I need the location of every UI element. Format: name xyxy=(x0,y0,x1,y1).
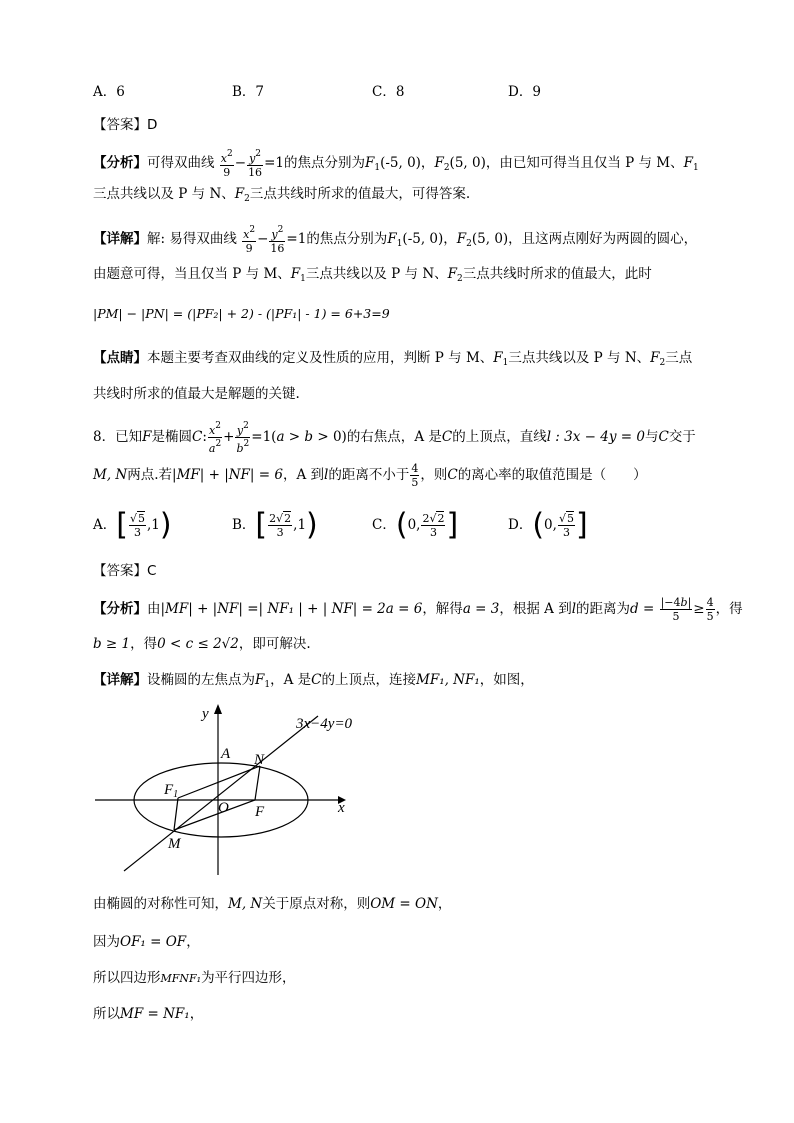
sub: 2 xyxy=(466,239,472,249)
q8-option-d: D．(0, $\frac{√5}{3}$ ] xyxy=(508,507,588,543)
text: 三点共线时所求的值最大，可得答案. xyxy=(249,186,471,202)
text: (-5, 0)， xyxy=(402,231,457,247)
f1-symbol: F xyxy=(364,155,375,171)
text: 由题意可得，当且仅当 P 与 M、 xyxy=(93,266,291,282)
text: 本题主要考查双曲线的定义及性质的应用，判断 P 与 M、 xyxy=(147,350,494,366)
text: MFNF₁ xyxy=(160,972,202,985)
fraction-y2-b2: $\frac{y^2}{b^2}$ xyxy=(236,421,250,455)
text: ，A 到 xyxy=(282,467,325,483)
text: M, N xyxy=(93,467,128,483)
q7-detail-line1: 【详解】解: 易得双曲线 $\frac{x^2}{9}$ − $\frac{y^2}{16}$ =1的焦点分别为$F_1(-5$, 0)，$F_2(5$, 0)，且这两点刚好为两圆的圆心， xyxy=(93,225,698,255)
line-label: 3x−4y=0 xyxy=(296,716,353,732)
f1-symbol: F xyxy=(683,155,693,171)
text: 与 xyxy=(644,429,659,445)
sub: 2 xyxy=(244,194,250,204)
label: D． xyxy=(508,517,533,533)
text: 三点共线以及 P 与 N、 xyxy=(93,186,235,202)
fraction-y2-16: $\frac{y^2}{16}$ xyxy=(270,225,285,255)
text: 解: 易得双曲线 xyxy=(147,231,237,247)
text: 三点 xyxy=(665,350,693,366)
text: 的离心率的取值范围是（ ） xyxy=(457,467,647,483)
text: ， xyxy=(437,896,452,912)
label: C． xyxy=(372,517,396,533)
tail-line4 xyxy=(93,1004,203,1024)
detail-tag: 【详解】 xyxy=(93,231,147,247)
sub: 2 xyxy=(659,358,666,368)
text: 的上顶点，连接 xyxy=(321,672,416,688)
text: 交于 xyxy=(668,429,696,445)
sub: 1 xyxy=(502,358,509,368)
text: MF = NF₁ xyxy=(120,1006,190,1022)
fraction-x2-9: $\frac{x^2}{9}$ xyxy=(243,225,256,255)
point-a-label: A xyxy=(221,746,231,762)
sub: 2 xyxy=(457,274,463,284)
text: ，即可解决. xyxy=(238,636,311,652)
tail-line1 xyxy=(93,894,451,914)
text: 两点.若 xyxy=(127,467,173,483)
sub: 1 xyxy=(300,274,306,284)
sub: 2 xyxy=(443,163,450,173)
tail-line2 xyxy=(93,932,200,952)
y-axis-arrow xyxy=(214,704,222,714)
line-3x-4y xyxy=(124,716,318,871)
q8-answer: 【答案】C xyxy=(93,563,157,579)
origin-label: O xyxy=(218,800,229,816)
text: ，根据 A 到 xyxy=(499,601,572,617)
tail-line3 xyxy=(93,968,296,989)
f1-symbol: F xyxy=(290,266,301,282)
q7-option-d: D．9 xyxy=(508,84,541,100)
y-label: y xyxy=(202,706,209,722)
text: 的上顶点，直线 xyxy=(452,429,547,445)
q7-option-b: B．7 xyxy=(232,84,265,100)
text: 所以四边形 xyxy=(93,970,161,986)
f2-symbol: F xyxy=(650,350,660,366)
text: 0 < c ≤ 2√2 xyxy=(157,636,239,652)
detail-tag: 【详解】 xyxy=(93,672,147,688)
q8-analysis-line2 xyxy=(93,634,311,654)
q7-comment-line1 xyxy=(93,348,692,373)
text: |MF| + |NF| =| NF₁ | + | NF| = 2a = 6 xyxy=(160,601,423,617)
fraction-distance: $\frac{|-4b|}{5}$ xyxy=(660,596,692,623)
label: A． xyxy=(93,517,117,533)
text: 的焦点分别为 xyxy=(306,231,388,247)
text: (5, 0)，由已知可得当且仅当 P 与 M、 xyxy=(449,155,684,171)
text: a = 3 xyxy=(462,601,500,617)
text: OM = ON xyxy=(370,896,438,912)
q8-analysis-line1: 【分析】由|MF| + |NF| =| NF₁ | + | NF| = 2a = 6，解得a = 3，根据 A 到l的距离为d = $\frac{|-4b|}{5}$ ≥ $\frac{4}{5}$ ，得 xyxy=(93,596,743,623)
q8-stem-line2: M, N两点.若|MF| + |NF| = 6，A 到l的距离不小于 $\frac{4}{5}$ ，则C的离心率的取值范围是（ ） xyxy=(93,462,647,489)
point-f1-label: $F_1$ xyxy=(164,782,179,800)
text: 因为 xyxy=(93,934,120,950)
text: |MF| + |NF| = 6 xyxy=(172,467,283,483)
sub: 1 xyxy=(396,239,403,249)
text: 为平行四边形， xyxy=(201,970,296,986)
text: OF₁ = OF xyxy=(120,934,187,950)
q7-detail-line2 xyxy=(93,264,652,289)
f2-symbol: F xyxy=(447,266,458,282)
line-equation: l : 3x − 4y = 0 xyxy=(546,429,645,445)
segment-f-m xyxy=(174,800,255,830)
segment-m-f1 xyxy=(174,798,178,830)
q7-answer: 【答案】D xyxy=(93,117,158,133)
text: 由 xyxy=(147,601,161,617)
label: B． xyxy=(232,517,256,533)
point-m-label: M xyxy=(168,836,181,852)
comment-tag: 【点睛】 xyxy=(93,350,147,366)
text: b ≥ 1 xyxy=(93,636,131,652)
q7-option-c: C．8 xyxy=(372,84,405,100)
q7-comment-line2: 共线时所求的值最大是解题的关键. xyxy=(93,386,300,402)
text: 是椭圆 xyxy=(151,429,192,445)
fraction-y2-16: $\frac{y^2}{16}$ xyxy=(248,149,263,179)
text: 的距离为 xyxy=(576,601,631,617)
fraction-x2-9: $\frac{x^2}{9}$ xyxy=(220,149,233,179)
fraction-4-5: $\frac{4}{5}$ xyxy=(411,462,419,489)
segment-n-f xyxy=(255,766,260,800)
text: ，解得 xyxy=(422,601,463,617)
q8-option-a: A．[ $\frac{√5}{3}$ ,1) xyxy=(93,507,172,543)
text: 的距离不小于 xyxy=(328,467,410,483)
text: 由椭圆的对称性可知， xyxy=(93,896,228,912)
text: 关于原点对称，则 xyxy=(262,896,371,912)
text: ，A 是 xyxy=(270,672,312,688)
analysis-tag: 【分析】 xyxy=(93,601,147,617)
analysis-tag: 【分析】 xyxy=(93,155,147,171)
sub: 1 xyxy=(693,163,699,173)
text: ， xyxy=(189,1006,204,1022)
q7-option-a: A．6 xyxy=(93,84,125,100)
text: 可得双曲线 xyxy=(147,155,215,171)
q7-analysis-line1: 【分析】可得双曲线 $\frac{x^2}{9}$ − $\frac{y^2}{16}$ =1的焦点分别为$F_1(-5$, 0)，$F_2(5$, 0)，由已知可得当且仅当 P 与 M、$F_1$ xyxy=(93,149,699,179)
text: M, N xyxy=(228,896,263,912)
q7-analysis-line2 xyxy=(93,184,470,209)
q8-option-c: C．(0, $\frac{2√2}{3}$ ] xyxy=(372,507,459,543)
q8-detail-line1: 【详解】设椭圆的左焦点为$F_1$，A 是C的上顶点，连接MF₁, NF₁，如图， xyxy=(93,672,534,690)
q8-stem-line1: 8．已知F是椭圆C: $\frac{x^2}{a^2}$ + $\frac{y^2}{b^2}$ =1(a > b > 0)的右焦点，A 是C的上顶点，直线l : 3x − 4y = 0与C交于 xyxy=(93,421,696,455)
text: 的焦点分别为 xyxy=(283,155,365,171)
text: 三点共线时所求的值最大，此时 xyxy=(462,266,652,282)
segment-f1-n xyxy=(178,766,260,798)
x-label: x xyxy=(338,800,345,816)
text: 三点共线以及 P 与 N、 xyxy=(305,266,448,282)
f2-symbol: F xyxy=(456,231,467,247)
text: ，如图， xyxy=(479,672,534,688)
text: 所以 xyxy=(93,1006,120,1022)
text: (5, 0)，且这两点刚好为两圆的圆心， xyxy=(471,231,698,247)
point-f-label: F xyxy=(255,804,265,820)
text: MF₁, NF₁ xyxy=(416,672,480,688)
text: 设椭圆的左焦点为 xyxy=(147,672,255,688)
text: 的右焦点， xyxy=(346,429,415,445)
fraction-x2-a2: $\frac{x^2}{a^2}$ xyxy=(208,421,222,455)
q8-option-b: B．[ $\frac{2√2}{3}$ ,1) xyxy=(232,507,318,543)
f2-symbol: F xyxy=(234,186,245,202)
f2-symbol: F xyxy=(434,155,444,171)
f1-symbol: F xyxy=(387,231,397,247)
text: ，得 xyxy=(130,636,158,652)
point-n-label: N xyxy=(254,752,265,768)
q7-detail-formula: |PM| − |PN| = (|PF₂| + 2) - (|PF₁| - 1) = 6+3=9 xyxy=(93,306,390,321)
sub: 1 xyxy=(374,163,381,173)
ellipse-figure xyxy=(90,700,370,880)
text: ，得 xyxy=(715,601,743,617)
text: 三点共线以及 P 与 N、 xyxy=(508,350,651,366)
text: ，则 xyxy=(420,467,448,483)
text: A 是 xyxy=(414,429,442,445)
text: ， xyxy=(186,934,200,950)
text: (-5, 0)， xyxy=(380,155,435,171)
f1-symbol: F xyxy=(493,350,503,366)
text: 8．已知 xyxy=(93,429,143,445)
